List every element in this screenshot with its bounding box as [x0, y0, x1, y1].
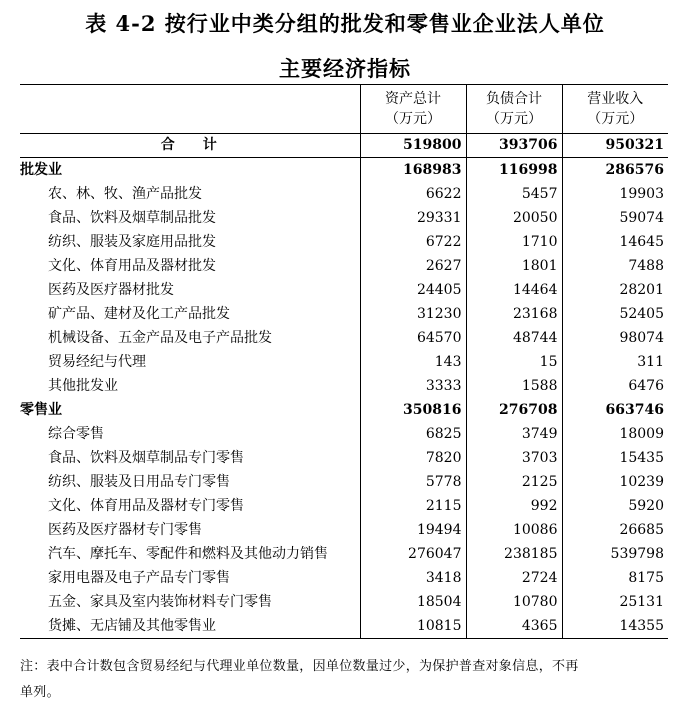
- table-row: [20, 446, 668, 470]
- table-row: [20, 590, 668, 614]
- row-revenue: 26685: [562, 518, 668, 542]
- header-liabilities: 负债合计 （万元）: [466, 85, 562, 134]
- row-label: 家用电器及电子产品专门零售: [48, 570, 230, 586]
- row-revenue: 8175: [562, 566, 668, 590]
- total-revenue: 950321: [562, 134, 668, 158]
- row-label: 五金、家具及室内装饰材料专门零售: [48, 594, 272, 610]
- row-assets: 2115: [360, 494, 466, 518]
- wholesale-revenue: 286576: [562, 158, 668, 183]
- table-row: [20, 206, 668, 230]
- row-liabilities: 238185: [466, 542, 562, 566]
- row-revenue: 7488: [562, 254, 668, 278]
- row-revenue: 28201: [562, 278, 668, 302]
- row-label: 综合零售: [48, 426, 104, 442]
- table-row: [20, 254, 668, 278]
- table-row: [20, 470, 668, 494]
- header-revenue: 营业收入 （万元）: [562, 85, 668, 134]
- table-row: [20, 494, 668, 518]
- row-revenue: 5920: [562, 494, 668, 518]
- row-label: 医药及医疗器材批发: [48, 282, 174, 298]
- retail-row: [20, 398, 668, 422]
- total-liabilities: 393706: [466, 134, 562, 158]
- header-assets: 资产总计 （万元）: [360, 85, 466, 134]
- row-label: 其他批发业: [48, 378, 118, 394]
- row-liabilities: 4365: [466, 614, 562, 639]
- header-blank: [20, 85, 360, 134]
- row-revenue: 539798: [562, 542, 668, 566]
- row-revenue: 311: [562, 350, 668, 374]
- table-row: [20, 302, 668, 326]
- row-liabilities: 10086: [466, 518, 562, 542]
- row-liabilities: 2724: [466, 566, 562, 590]
- row-label: 食品、饮料及烟草制品批发: [48, 210, 216, 226]
- row-liabilities: 1588: [466, 374, 562, 398]
- header-row: [20, 85, 668, 134]
- footnote-line-2: 单列。: [20, 685, 60, 700]
- table-row: [20, 278, 668, 302]
- row-label: 纺织、服装及家庭用品批发: [48, 234, 216, 250]
- row-assets: 10815: [360, 614, 466, 639]
- row-revenue: 18009: [562, 422, 668, 446]
- table-row: [20, 182, 668, 206]
- row-assets: 3333: [360, 374, 466, 398]
- row-assets: 3418: [360, 566, 466, 590]
- wholesale-liabilities: 116998: [466, 158, 562, 183]
- row-liabilities: 48744: [466, 326, 562, 350]
- row-liabilities: 14464: [466, 278, 562, 302]
- row-assets: 19494: [360, 518, 466, 542]
- row-assets: 143: [360, 350, 466, 374]
- row-assets: 6722: [360, 230, 466, 254]
- row-label: 货摊、无店铺及其他零售业: [20, 614, 360, 639]
- wholesale-label: 批发业: [20, 162, 62, 178]
- row-liabilities: 3749: [466, 422, 562, 446]
- row-label: 贸易经纪与代理: [48, 354, 146, 370]
- row-assets: 29331: [360, 206, 466, 230]
- table-subtitle: 主要经济指标: [279, 56, 411, 81]
- table-footnote: [20, 654, 670, 706]
- table-row: [20, 350, 668, 374]
- row-assets: 276047: [360, 542, 466, 566]
- row-assets: 6622: [360, 182, 466, 206]
- row-revenue: 10239: [562, 470, 668, 494]
- wholesale-assets: 168983: [360, 158, 466, 183]
- row-liabilities: 10780: [466, 590, 562, 614]
- retail-liabilities: 276708: [466, 398, 562, 422]
- row-assets: 6825: [360, 422, 466, 446]
- retail-assets: 350816: [360, 398, 466, 422]
- row-liabilities: 1710: [466, 230, 562, 254]
- row-label: 文化、体育用品及器材批发: [48, 258, 216, 274]
- row-revenue: 14645: [562, 230, 668, 254]
- retail-label: 零售业: [20, 402, 62, 418]
- total-label: 合计: [20, 134, 360, 158]
- statistics-table: [20, 84, 668, 639]
- row-revenue: 6476: [562, 374, 668, 398]
- row-assets: 2627: [360, 254, 466, 278]
- row-revenue: 19903: [562, 182, 668, 206]
- row-assets: 5778: [360, 470, 466, 494]
- row-liabilities: 23168: [466, 302, 562, 326]
- table-row: [20, 230, 668, 254]
- row-assets: 64570: [360, 326, 466, 350]
- row-liabilities: 2125: [466, 470, 562, 494]
- row-liabilities: 5457: [466, 182, 562, 206]
- row-label: 矿产品、建材及化工产品批发: [48, 306, 230, 322]
- table-row: [20, 326, 668, 350]
- total-row: [20, 134, 668, 158]
- total-assets: 519800: [360, 134, 466, 158]
- table-row: [20, 542, 668, 566]
- row-label: 文化、体育用品及器材专门零售: [48, 498, 244, 514]
- row-revenue: 15435: [562, 446, 668, 470]
- row-label: 医药及医疗器材专门零售: [48, 522, 202, 538]
- row-assets: 31230: [360, 302, 466, 326]
- row-label: 汽车、摩托车、零配件和燃料及其他动力销售: [48, 546, 328, 562]
- row-liabilities: 3703: [466, 446, 562, 470]
- row-label: 食品、饮料及烟草制品专门零售: [48, 450, 244, 466]
- wholesale-row: [20, 158, 668, 183]
- row-liabilities: 20050: [466, 206, 562, 230]
- row-label: 农、林、牧、渔产品批发: [48, 186, 202, 202]
- footnote-line-1: 注：表中合计数包含贸易经纪与代理业单位数量，因单位数量过少，为保护普查对象信息，不再: [20, 659, 579, 674]
- row-label: 纺织、服装及日用品专门零售: [48, 474, 230, 490]
- row-assets: 18504: [360, 590, 466, 614]
- row-revenue: 52405: [562, 302, 668, 326]
- row-label: 机械设备、五金产品及电子产品批发: [48, 330, 272, 346]
- table-row: [20, 614, 668, 639]
- table-title: 表 4-2 按行业中类分组的批发和零售业企业法人单位: [85, 11, 605, 36]
- retail-revenue: 663746: [562, 398, 668, 422]
- row-revenue: 25131: [562, 590, 668, 614]
- row-assets: 24405: [360, 278, 466, 302]
- row-liabilities: 992: [466, 494, 562, 518]
- row-liabilities: 1801: [466, 254, 562, 278]
- table-row: [20, 374, 668, 398]
- row-assets: 7820: [360, 446, 466, 470]
- row-revenue: 59074: [562, 206, 668, 230]
- row-revenue: 98074: [562, 326, 668, 350]
- table-row: [20, 518, 668, 542]
- table-row: [20, 566, 668, 590]
- table-row: [20, 422, 668, 446]
- row-liabilities: 15: [466, 350, 562, 374]
- row-revenue: 14355: [562, 614, 668, 639]
